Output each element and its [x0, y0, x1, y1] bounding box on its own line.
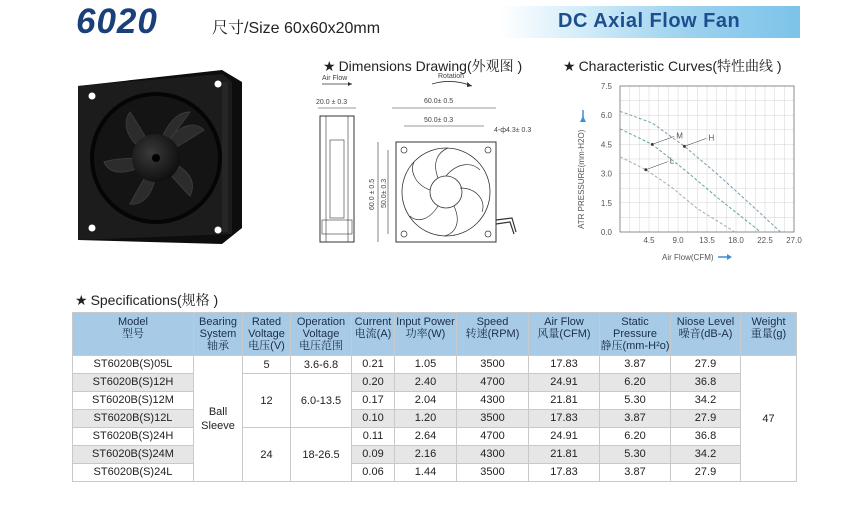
y-axis-label: ATR PRESSURE(mm-H2O): [577, 129, 586, 229]
model-cell: ST6020B(S)24H: [73, 428, 194, 446]
depth-dim: 20.0 ± 0.3: [316, 99, 348, 106]
noise-cell: 27.9: [671, 410, 741, 428]
series-line-l: [620, 157, 735, 232]
column-header-cn: 轴承: [207, 340, 229, 352]
column-header: [352, 313, 395, 356]
operation-voltage-cell: 18-26.5: [291, 428, 352, 482]
noise-cell: 34.2: [671, 446, 741, 464]
column-header-cn: 电压范围: [299, 340, 343, 352]
x-arrow-icon: [727, 254, 732, 260]
flow-cell: 24.91: [529, 374, 600, 392]
power-cell: 1.44: [395, 464, 457, 482]
noise-cell: 36.8: [671, 374, 741, 392]
column-header-en: Operation Voltage: [296, 316, 346, 340]
power-cell: 2.64: [395, 428, 457, 446]
chart-series: [620, 111, 781, 232]
column-header-cn: 电流(A): [354, 328, 392, 340]
operation-voltage-cell: 3.6-6.8: [291, 356, 352, 374]
table-row: [73, 392, 797, 410]
air-flow-label: Air Flow: [322, 75, 348, 82]
y-tick-label: 6.0: [600, 111, 612, 121]
column-header: [291, 313, 352, 356]
table-row: [73, 356, 797, 374]
outer-height-dim: 60.0 ± 0.5: [369, 178, 376, 210]
pressure-cell: 3.87: [600, 410, 671, 428]
column-header-en: Weight: [751, 316, 786, 328]
star-icon: ★: [75, 292, 88, 308]
column-header: [457, 313, 529, 356]
table-row: [73, 464, 797, 482]
current-cell: 0.17: [352, 392, 395, 410]
noise-cell: 27.9: [671, 464, 741, 482]
column-header: [529, 313, 600, 356]
y-tick-label: 3.0: [600, 169, 612, 179]
pressure-cell: 3.87: [600, 464, 671, 482]
column-header-cn: 转速(RPM): [465, 328, 520, 340]
column-header-en: Model: [118, 316, 148, 328]
column-header: [73, 313, 194, 356]
series-point: [683, 145, 686, 148]
y-tick-label: 0.0: [600, 228, 612, 237]
current-cell: 0.09: [352, 446, 395, 464]
speed-cell: 4700: [457, 374, 529, 392]
x-tick-label: 9.0: [672, 236, 684, 245]
dimensions-drawing: [312, 70, 548, 250]
column-header-cn: 静压(mm-H²o): [600, 340, 670, 352]
star-icon: ★: [563, 58, 576, 74]
table-row: [73, 410, 797, 428]
y-tick-label: 7.5: [600, 82, 612, 91]
specs-title: [75, 290, 218, 310]
series-point: [651, 143, 654, 146]
curves-title: [563, 56, 782, 76]
current-cell: 0.06: [352, 464, 395, 482]
hole-spacing-v-dim: 50.0± 0.3: [381, 178, 388, 208]
x-tick-label: 13.5: [699, 236, 715, 245]
pressure-cell: 3.87: [600, 356, 671, 374]
model-cell: ST6020B(S)12L: [73, 410, 194, 428]
noise-cell: 36.8: [671, 428, 741, 446]
rated-voltage-cell: 12: [243, 374, 291, 428]
page-title: DC Axial Flow Fan: [558, 10, 741, 32]
flow-cell: 24.91: [529, 428, 600, 446]
speed-cell: 3500: [457, 410, 529, 428]
column-header-en: Niose Level: [676, 316, 735, 328]
table-row: [73, 446, 797, 464]
size-text: 尺寸/Size 60x60x20mm: [212, 20, 381, 37]
column-header: [741, 313, 797, 356]
series-label-h: H: [708, 133, 715, 143]
model-cell: ST6020B(S)05L: [73, 356, 194, 374]
column-header-en: Rated Voltage: [248, 316, 285, 340]
model-cell: ST6020B(S)24M: [73, 446, 194, 464]
current-cell: 0.11: [352, 428, 395, 446]
column-header-cn: 风量(CFM): [537, 328, 591, 340]
chart-grid: [620, 86, 794, 232]
rotation-label: Rotation: [438, 73, 465, 80]
x-axis-label: Air Flow(CFM): [662, 253, 714, 262]
x-tick-label: 27.0: [786, 236, 802, 245]
column-header-cn: 功率(W): [405, 328, 446, 340]
column-header-en: Bearing System: [199, 316, 237, 340]
power-cell: 1.20: [395, 410, 457, 428]
series-label-l: L: [669, 156, 675, 166]
column-header-en: Air Flow: [544, 316, 584, 328]
spec-table: [72, 312, 797, 482]
noise-cell: 34.2: [671, 392, 741, 410]
table-row: [73, 374, 797, 392]
speed-cell: 4700: [457, 428, 529, 446]
current-cell: 0.21: [352, 356, 395, 374]
y-axis-ticks: [601, 82, 613, 237]
pressure-cell: 6.20: [600, 374, 671, 392]
specs-title-text: Specifications(规格 ): [90, 292, 219, 308]
flow-cell: 21.81: [529, 392, 600, 410]
fan-photo: [72, 68, 247, 246]
rated-voltage-cell: 24: [243, 428, 291, 482]
column-header: [243, 313, 291, 356]
column-header-cn: 型号: [122, 328, 144, 340]
model-code: 6020: [76, 2, 158, 41]
current-cell: 0.10: [352, 410, 395, 428]
column-header: [395, 313, 457, 356]
column-header: [600, 313, 671, 356]
flow-cell: 17.83: [529, 356, 600, 374]
hole-spacing-dim: 50.0± 0.3: [424, 117, 454, 124]
pressure-cell: 6.20: [600, 428, 671, 446]
column-header-cn: 重量(g): [750, 328, 787, 340]
model-cell: ST6020B(S)12M: [73, 392, 194, 410]
series-line-h: [620, 111, 781, 232]
operation-voltage-cell: 6.0-13.5: [291, 374, 352, 428]
table-row: [73, 428, 797, 446]
column-header-en: Current: [354, 316, 392, 328]
hole-dia-dim: 4-ф4.3± 0.3: [494, 127, 532, 134]
outer-width-dim: 60.0± 0.5: [424, 98, 454, 105]
weight-cell: 47: [741, 356, 797, 482]
flow-cell: 17.83: [529, 410, 600, 428]
bearing-cell: Ball Sleeve: [194, 356, 243, 482]
series-point: [644, 168, 647, 171]
speed-cell: 3500: [457, 356, 529, 374]
noise-cell: 27.9: [671, 356, 741, 374]
pressure-cell: 5.30: [600, 446, 671, 464]
y-tick-label: 1.5: [600, 198, 612, 208]
column-header: [671, 313, 741, 356]
column-header-cn: 电压(V): [248, 340, 285, 352]
column-header-en: Static Pressure: [612, 316, 658, 340]
speed-cell: 3500: [457, 464, 529, 482]
column-header-cn: 噪音(dB-A): [678, 328, 733, 340]
x-tick-label: 18.0: [728, 236, 744, 245]
column-header: [194, 313, 243, 356]
model-cell: ST6020B(S)12H: [73, 374, 194, 392]
column-header-en: Input Power: [396, 316, 455, 328]
power-cell: 1.05: [395, 356, 457, 374]
x-tick-label: 22.5: [757, 236, 773, 245]
rated-voltage-cell: 5: [243, 356, 291, 374]
speed-cell: 4300: [457, 446, 529, 464]
speed-cell: 4300: [457, 392, 529, 410]
series-label-m: M: [676, 131, 683, 141]
current-cell: 0.20: [352, 374, 395, 392]
pressure-cell: 5.30: [600, 392, 671, 410]
dimensions-title-text: Dimensions Drawing(外观图 ): [338, 58, 523, 74]
power-cell: 2.40: [395, 374, 457, 392]
title-banner: [500, 6, 800, 38]
power-cell: 2.04: [395, 392, 457, 410]
column-header-en: Speed: [476, 316, 509, 328]
flow-cell: 17.83: [529, 464, 600, 482]
model-cell: ST6020B(S)24L: [73, 464, 194, 482]
power-cell: 2.16: [395, 446, 457, 464]
table-header-row: [73, 313, 797, 356]
characteristic-chart: [568, 74, 808, 270]
flow-cell: 21.81: [529, 446, 600, 464]
x-tick-label: 4.5: [643, 236, 655, 245]
x-axis-ticks: [643, 236, 802, 245]
y-tick-label: 4.5: [600, 140, 612, 150]
star-icon: ★: [323, 58, 336, 74]
curves-title-text: Characteristic Curves(特性曲线 ): [578, 58, 782, 74]
